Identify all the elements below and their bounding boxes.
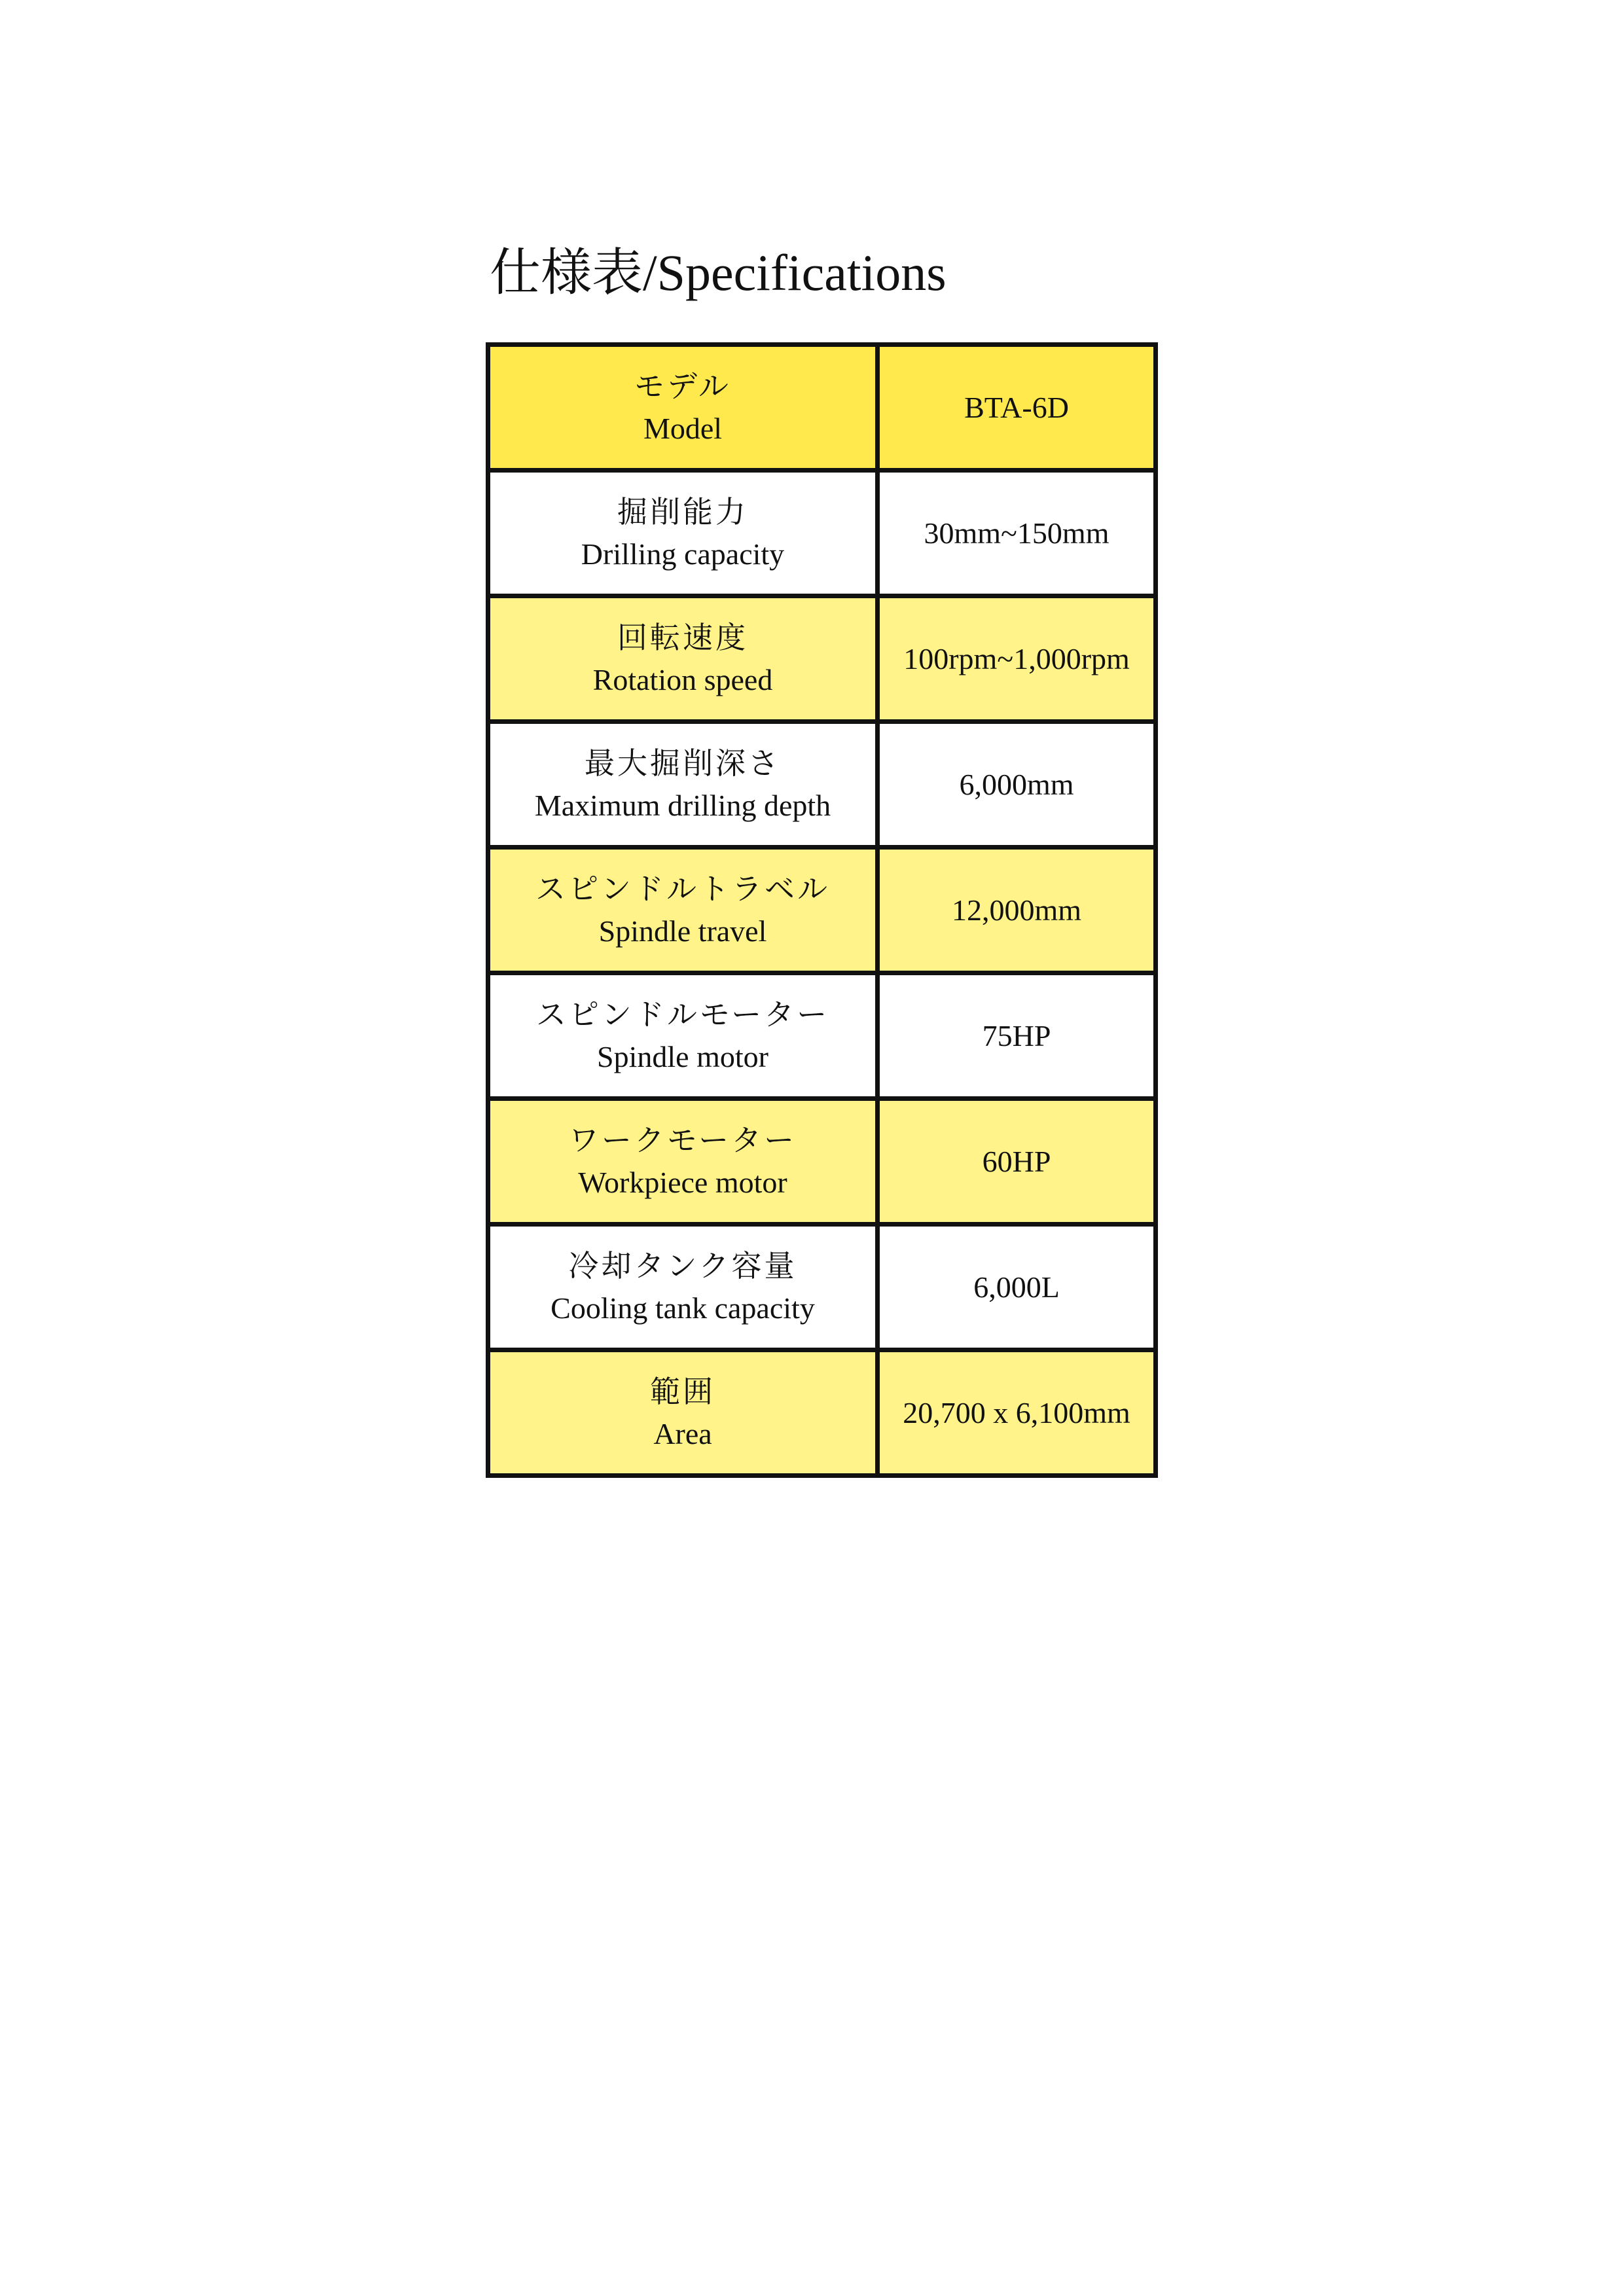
spec-value-cell [878,848,1156,973]
spec-label-cell [488,1099,878,1225]
table-header-row [488,345,1156,471]
spec-value: 6,000mm [959,767,1074,801]
spec-label-en: Model [643,411,723,445]
spec-label-cell [488,345,878,471]
spec-label-cell [488,596,878,722]
table-row [488,848,1156,973]
table-row [488,596,1156,722]
spec-value-cell [878,1099,1156,1225]
spec-label-en: Maximum drilling depth [534,788,831,822]
spec-value-cell [878,973,1156,1099]
table-row [488,1350,1156,1476]
spec-label-cell [488,1225,878,1350]
specifications-table [486,342,1158,1478]
spec-label-jp: 掘削能力 [617,495,748,529]
spec-label-cell [488,722,878,848]
spec-label-jp: モデル [634,370,731,404]
spec-value: 100rpm~1,000rpm [903,641,1130,675]
spec-label-cell [488,973,878,1099]
spec-value: 30mm~150mm [924,516,1110,550]
table-row [488,973,1156,1099]
spec-label-cell [488,1350,878,1476]
spec-value-cell [878,1225,1156,1350]
spec-label-en: Spindle travel [598,914,767,948]
spec-value: 60HP [982,1144,1051,1178]
table-row [488,722,1156,848]
spec-label-jp: 回転速度 [617,621,748,655]
page-title: 仕様表/Specifications [490,244,947,301]
spec-label-jp: スピンドルトラベル [535,872,830,906]
spec-value-cell [878,1350,1156,1476]
spec-label-jp: 冷却タンク容量 [568,1249,797,1283]
spec-label-en: Workpiece motor [578,1165,787,1199]
spec-label-jp: ワークモーター [568,1124,797,1158]
spec-value-cell [878,722,1156,848]
spec-value: 20,700 x 6,100mm [903,1395,1130,1429]
table-row [488,1099,1156,1225]
spec-label-cell [488,848,878,973]
spec-value: 6,000L [973,1270,1060,1304]
spec-value-cell [878,471,1156,596]
spec-label-en: Spindle motor [597,1039,768,1073]
spec-label-en: Rotation speed [592,662,773,696]
spec-value: 12,000mm [951,893,1082,927]
spec-value-cell [878,345,1156,471]
spec-label-en: Cooling tank capacity [550,1291,815,1325]
table-row [488,1225,1156,1350]
spec-label-en: Area [653,1416,712,1450]
spec-label-jp: スピンドルモーター [535,998,830,1032]
spec-label-jp: 最大掘削深さ [585,747,781,781]
spec-label-cell [488,471,878,596]
spec-value: BTA-6D [964,390,1069,424]
spec-label-jp: 範囲 [650,1375,715,1409]
spec-value-cell [878,596,1156,722]
spec-label-en: Drilling capacity [581,537,785,571]
spec-value: 75HP [982,1018,1051,1052]
table-row [488,471,1156,596]
